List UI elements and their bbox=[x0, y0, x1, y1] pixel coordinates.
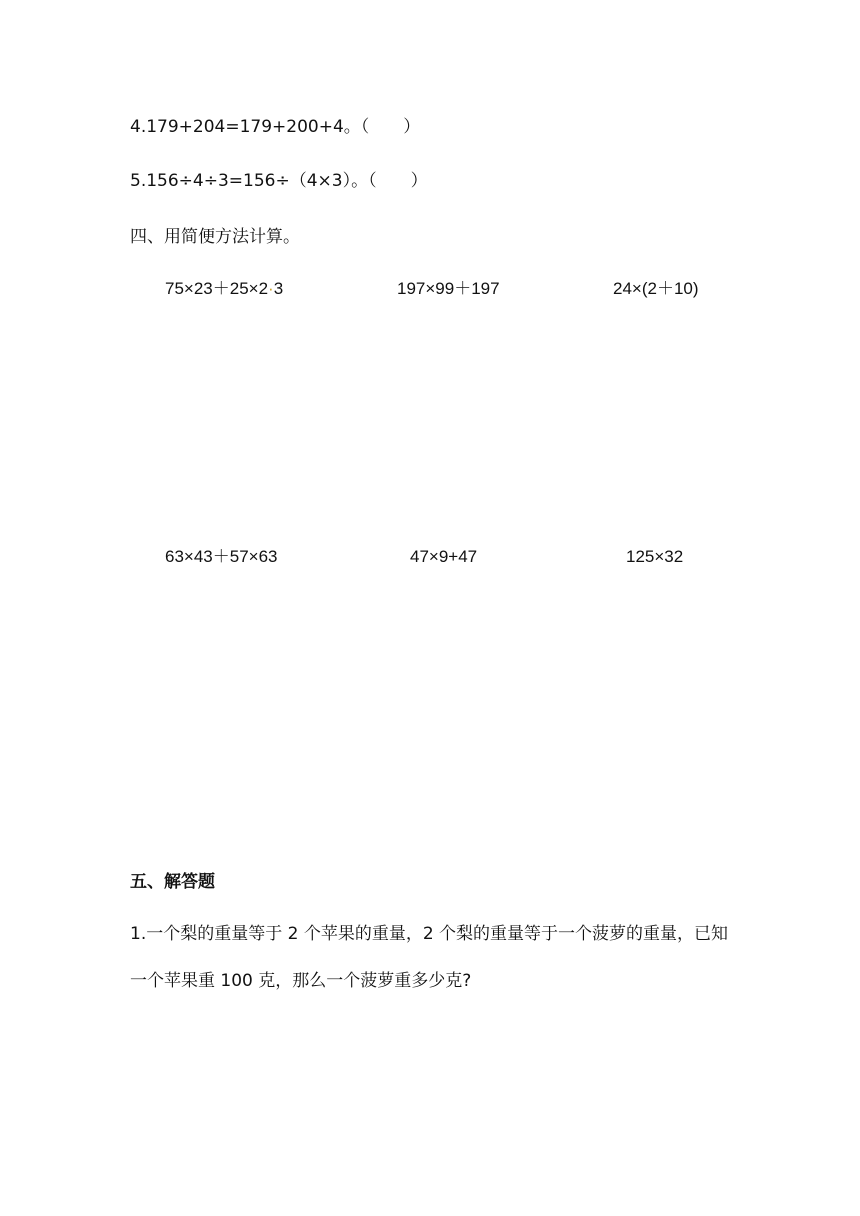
calc-problem-4: 63×43＋57×63 bbox=[165, 547, 278, 566]
calc-problem-1-dot: · bbox=[268, 279, 274, 298]
judgement-question-5: 5.156÷4÷3=156÷（4×3）。（ ） bbox=[130, 171, 428, 191]
word-problem-1-line-1: 1.一个梨的重量等于 2 个苹果的重量，2 个梨的重量等于一个菠萝的重量，已知 bbox=[130, 924, 729, 944]
judgement-question-4: 4.179+204=179+200+4。（ ） bbox=[130, 117, 421, 137]
calc-problem-1 bbox=[165, 278, 283, 300]
word-problem-1-line-2: 一个苹果重 100 克，那么一个菠萝重多少克? bbox=[130, 971, 472, 991]
calc-problem-3: 24×(2＋10) bbox=[613, 279, 699, 298]
section-4-heading: 四、用简便方法计算。 bbox=[130, 227, 300, 247]
calc-problem-2: 197×99＋197 bbox=[397, 279, 500, 298]
calc-problem-1-part-a: 75×23＋25×2 bbox=[165, 279, 269, 298]
section-5-heading: 五、解答题 bbox=[130, 872, 215, 892]
calc-problem-6: 125×32 bbox=[626, 547, 684, 566]
calc-problem-1-part-b: 3 bbox=[273, 279, 284, 298]
calc-problem-5: 47×9+47 bbox=[410, 547, 478, 566]
